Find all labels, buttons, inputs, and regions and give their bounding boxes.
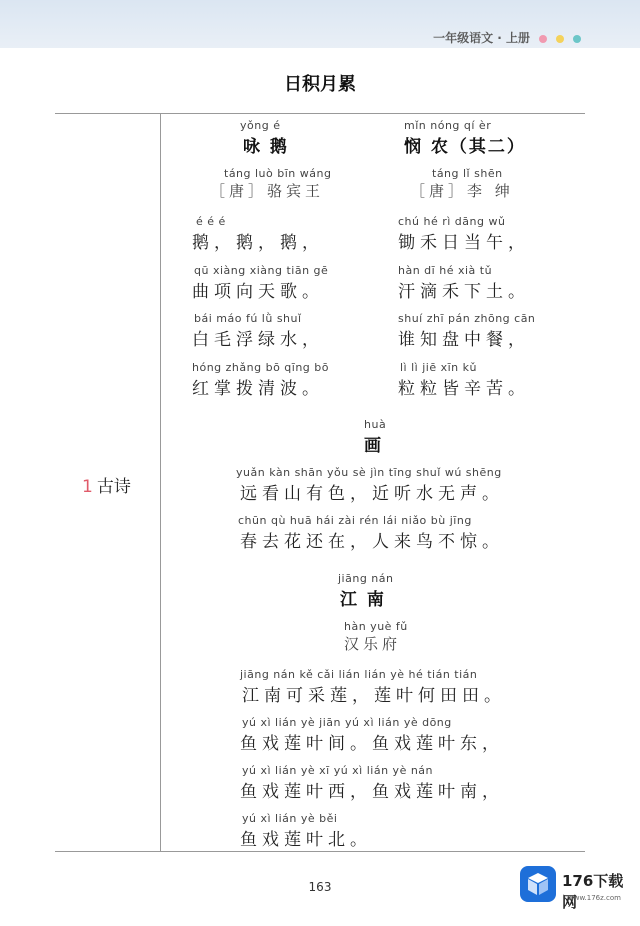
page-number: 163 (308, 880, 332, 894)
table-column-divider (160, 113, 161, 852)
page-title: 日积月累 (284, 74, 356, 95)
watermark-url: www.176z.com (568, 894, 621, 902)
poem-line: 谁知盘中餐， (398, 330, 530, 350)
poem-line: 春去花还在，人来鸟不惊。 (240, 532, 504, 552)
poem-title-pinyin: mǐn nóng qí èr (404, 119, 492, 132)
poem-line-pinyin: chūn qù huā hái zài rén lái niǎo bù jīng (238, 514, 472, 527)
poem-line: 白毛浮绿水， (192, 330, 324, 350)
poem-line: 远看山有色，近听水无声。 (240, 484, 504, 504)
cube-logo-icon (520, 866, 556, 902)
poem-line-pinyin: yú xì lián yè běi (242, 812, 338, 825)
poem-line-pinyin: yú xì lián yè jiān yú xì lián yè dōng (242, 716, 452, 729)
poem-line: 鹅，鹅，鹅， (192, 233, 324, 253)
poem-line-pinyin: yuǎn kàn shān yǒu sè jìn tīng shuǐ wú shēng (236, 466, 502, 479)
poem-line-pinyin: shuí zhī pán zhōng cān (398, 312, 536, 325)
poem-line: 红掌拨清波。 (192, 379, 324, 399)
table-top-border (55, 113, 585, 114)
poem-line-pinyin: hóng zhǎng bō qīng bō (192, 361, 329, 374)
header-dot-yellow (556, 35, 564, 43)
poem-line-pinyin: hàn dī hé xià tǔ (398, 264, 493, 277)
poem-title: 江 南 (340, 590, 386, 610)
header-dot-teal (573, 35, 581, 43)
poem-author-pinyin: hàn yuè fǔ (344, 620, 408, 633)
poem-line-pinyin: chú hé rì dāng wǔ (398, 215, 506, 228)
watermark (512, 862, 634, 914)
poem-title: 悯 农（其二） (404, 137, 526, 157)
poem-title: 画 (364, 436, 383, 456)
unit-name: 古诗 (96, 477, 131, 497)
poem-line: 粒粒皆辛苦。 (398, 379, 530, 399)
poem-line: 江南可采莲，莲叶何田田。 (242, 686, 506, 706)
poem-line: 鱼戏莲叶西，鱼戏莲叶南， (240, 782, 504, 802)
poem-line-pinyin: é é é (196, 215, 226, 228)
book-title: 一年级语文 · 上册 (433, 31, 530, 45)
poem-line: 鱼戏莲叶间。鱼戏莲叶东， (240, 734, 504, 754)
poem-line: 锄禾日当午， (398, 233, 530, 253)
table-bottom-border (55, 851, 585, 852)
poem-author-pinyin: táng luò bīn wáng (224, 167, 332, 180)
header-band (0, 0, 640, 48)
watermark-text: 176下载网 (562, 872, 624, 911)
poem-line: 汗滴禾下土。 (398, 282, 530, 302)
poem-title-pinyin: huà (364, 418, 387, 431)
poem-line-pinyin: yú xì lián yè xī yú xì lián yè nán (242, 764, 434, 777)
poem-title-pinyin: yǒng é (240, 119, 281, 132)
poem-title: 咏 鹅 (243, 137, 289, 157)
poem-author: ［唐］骆宾王 (210, 182, 325, 200)
poem-line: 曲项向天歌。 (192, 282, 324, 302)
poem-author-pinyin: táng lǐ shēn (432, 167, 503, 180)
poem-author: ［唐］李 绅 (410, 182, 514, 200)
poem-line-pinyin: jiāng nán kě cǎi lián lián yè hé tián tián (240, 668, 478, 681)
poem-line-pinyin: lì lì jiē xīn kǔ (400, 361, 477, 374)
poem-title-pinyin: jiāng nán (338, 572, 394, 585)
poem-line-pinyin: qū xiàng xiàng tiān gē (194, 264, 329, 277)
header-dot-pink (539, 35, 547, 43)
poem-line-pinyin: bái máo fú lǜ shuǐ (194, 312, 302, 325)
unit-number: 1 (82, 477, 93, 497)
poem-author: 汉乐府 (344, 635, 402, 653)
unit-label (82, 472, 131, 497)
poem-line: 鱼戏莲叶北。 (240, 830, 372, 850)
